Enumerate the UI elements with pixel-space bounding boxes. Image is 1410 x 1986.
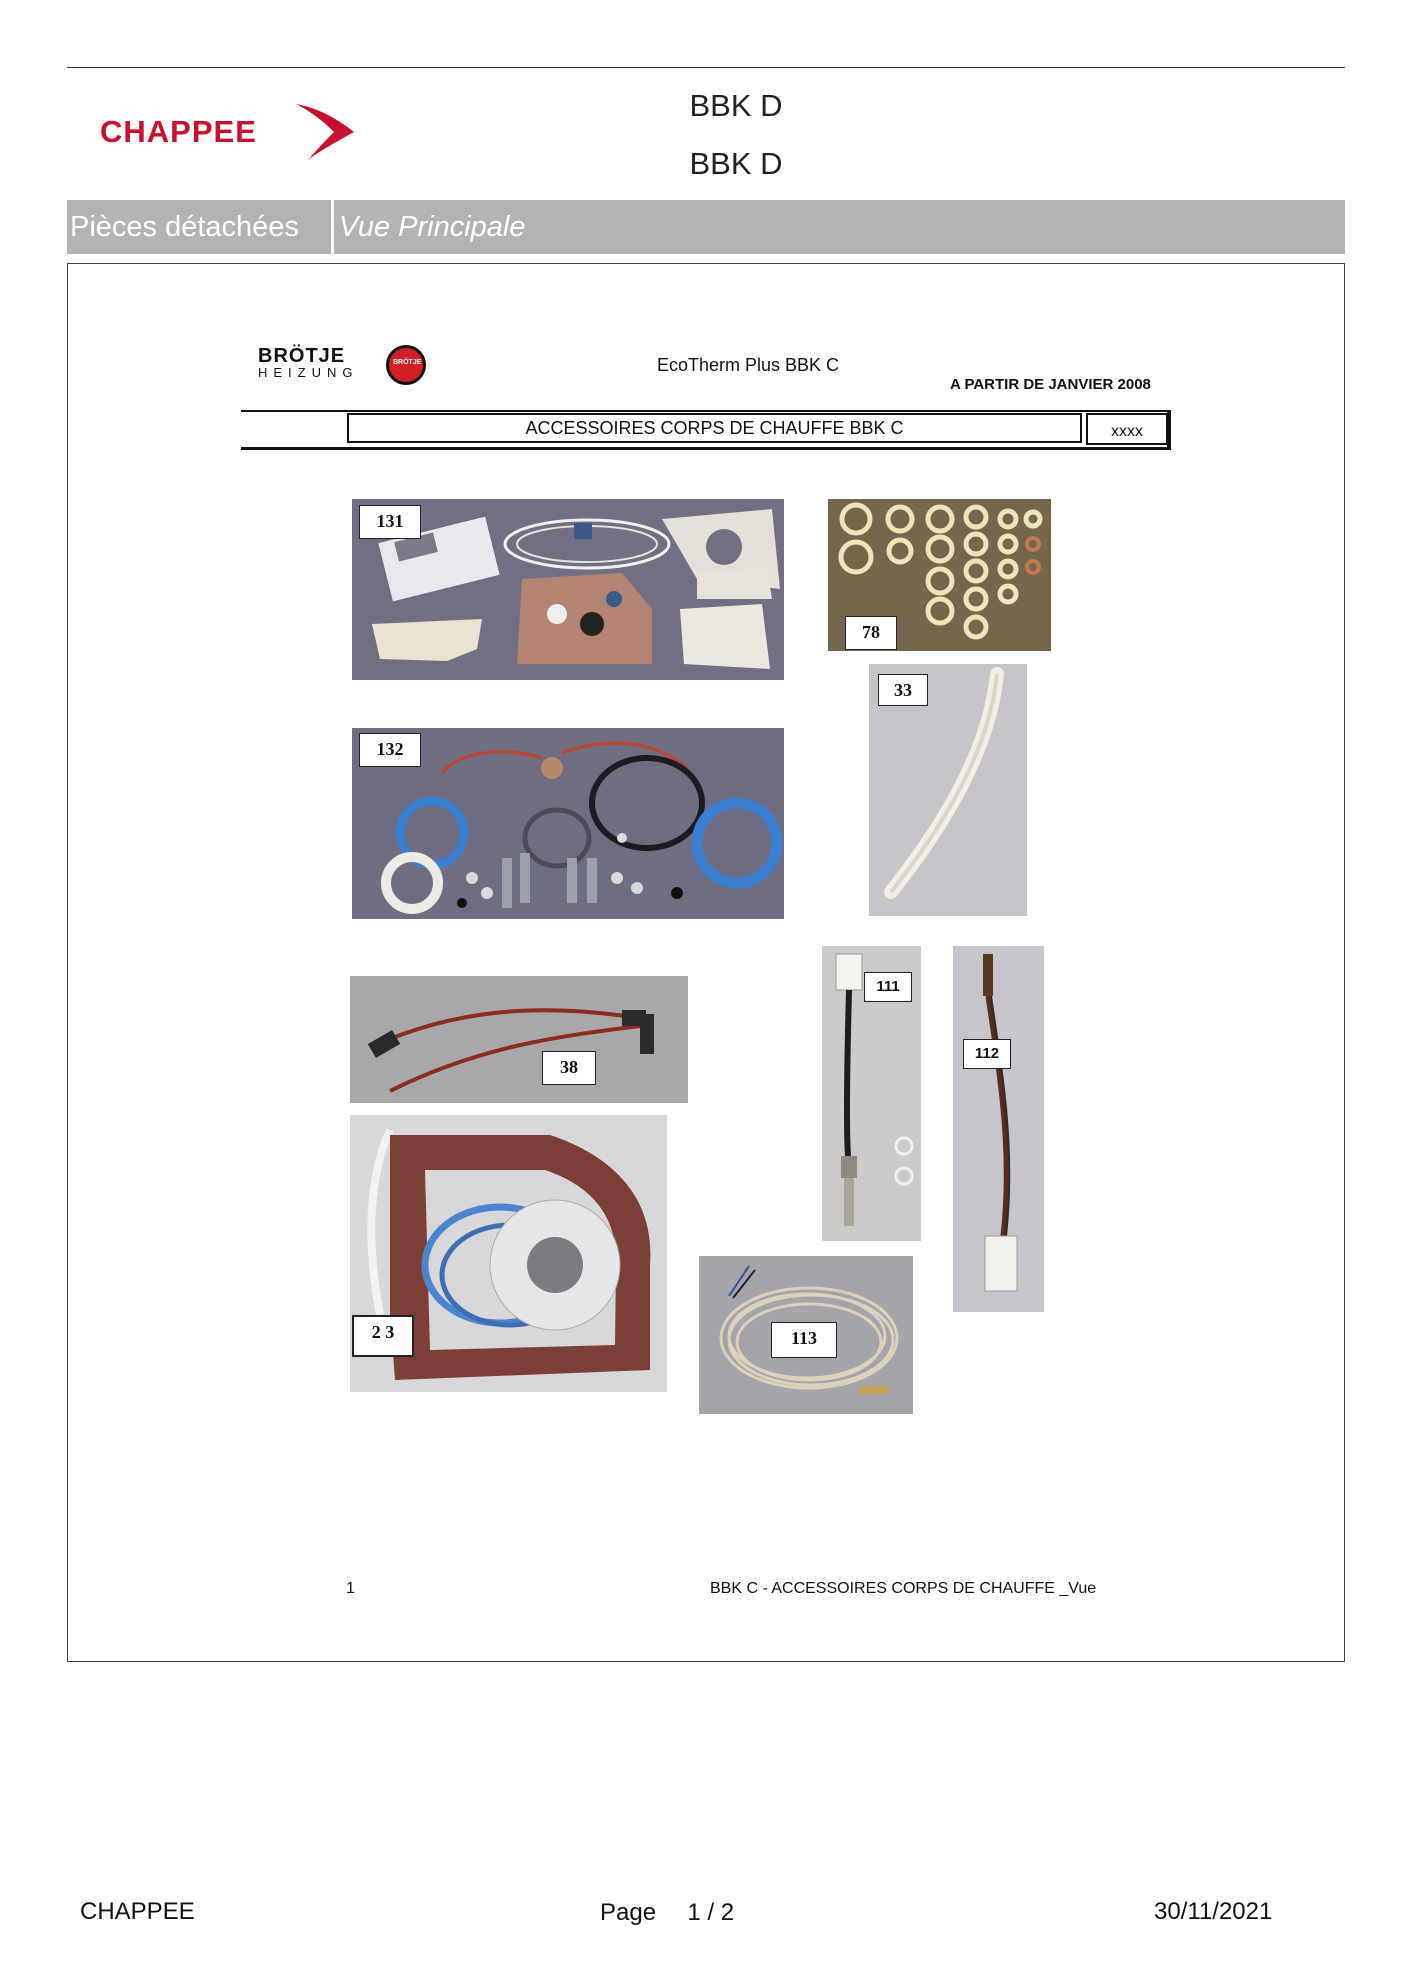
part-photo-111 [822, 946, 921, 1241]
part-photo-23 [350, 1115, 667, 1392]
page-indicator [600, 1899, 734, 1927]
part-label: 131 [359, 505, 421, 539]
doc-title-line2: BBK D [689, 146, 783, 181]
part-label: 33 [878, 674, 928, 706]
footer-date: 30/11/2021 [1154, 1898, 1273, 1925]
chappee-logo-text: CHAPPEE [100, 114, 257, 149]
drawing-caption-text: BBK C - ACCESSOIRES CORPS DE CHAUFFE _Vue [710, 1580, 1097, 1597]
brotje-disc-text: BRÖTJE [393, 359, 422, 366]
part-photo-112 [953, 946, 1044, 1312]
brotje-logo-bottom: HEIZUNG [258, 365, 359, 380]
page-current: 1 [687, 1899, 701, 1926]
drawing-frame [67, 263, 1345, 1662]
part-photo-113 [699, 1256, 913, 1414]
sensor-cable-image [953, 946, 1044, 1312]
page-total: 2 [720, 1899, 735, 1926]
sheet-code: xxxx [1086, 413, 1168, 445]
part-label: 112 [963, 1039, 1011, 1069]
part-label: 113 [771, 1322, 837, 1358]
header-rule [67, 67, 1345, 68]
brotje-logo [258, 345, 428, 385]
page-separator: / [707, 1899, 715, 1926]
section-category: Pièces détachées [67, 200, 334, 254]
part-label: 111 [864, 972, 912, 1002]
page-label: Page [600, 1899, 657, 1926]
ignition-cables-image [350, 976, 688, 1103]
section-bar [67, 200, 1345, 254]
part-label: 132 [359, 733, 421, 767]
validity-note: A PARTIR DE JANVIER 2008 [950, 376, 1151, 393]
chappee-swoosh-icon [296, 100, 366, 162]
chappee-logo [100, 100, 370, 166]
part-photo-38 [350, 976, 688, 1103]
part-label: 78 [845, 616, 897, 650]
part-photo-131 [352, 499, 784, 680]
drawing-caption-number: 1 [346, 1580, 355, 1597]
section-view: Vue Principale [339, 211, 526, 243]
part-photo-132 [352, 728, 784, 919]
sheet-title: ACCESSOIRES CORPS DE CHAUFFE BBK C [347, 413, 1082, 443]
product-name: EcoTherm Plus BBK C [657, 355, 840, 375]
brotje-disc-icon [386, 345, 426, 385]
part-label: 2 3 [352, 1315, 414, 1357]
brotje-logo-top: BRÖTJE [258, 345, 346, 367]
part-photo-33 [869, 664, 1027, 916]
footer-brand: CHAPPEE [80, 1898, 195, 1925]
part-photo-78 [828, 499, 1051, 651]
sheet-header-table [241, 410, 1171, 446]
doc-title-line1: BBK D [689, 88, 783, 123]
part-label: 38 [542, 1051, 596, 1085]
